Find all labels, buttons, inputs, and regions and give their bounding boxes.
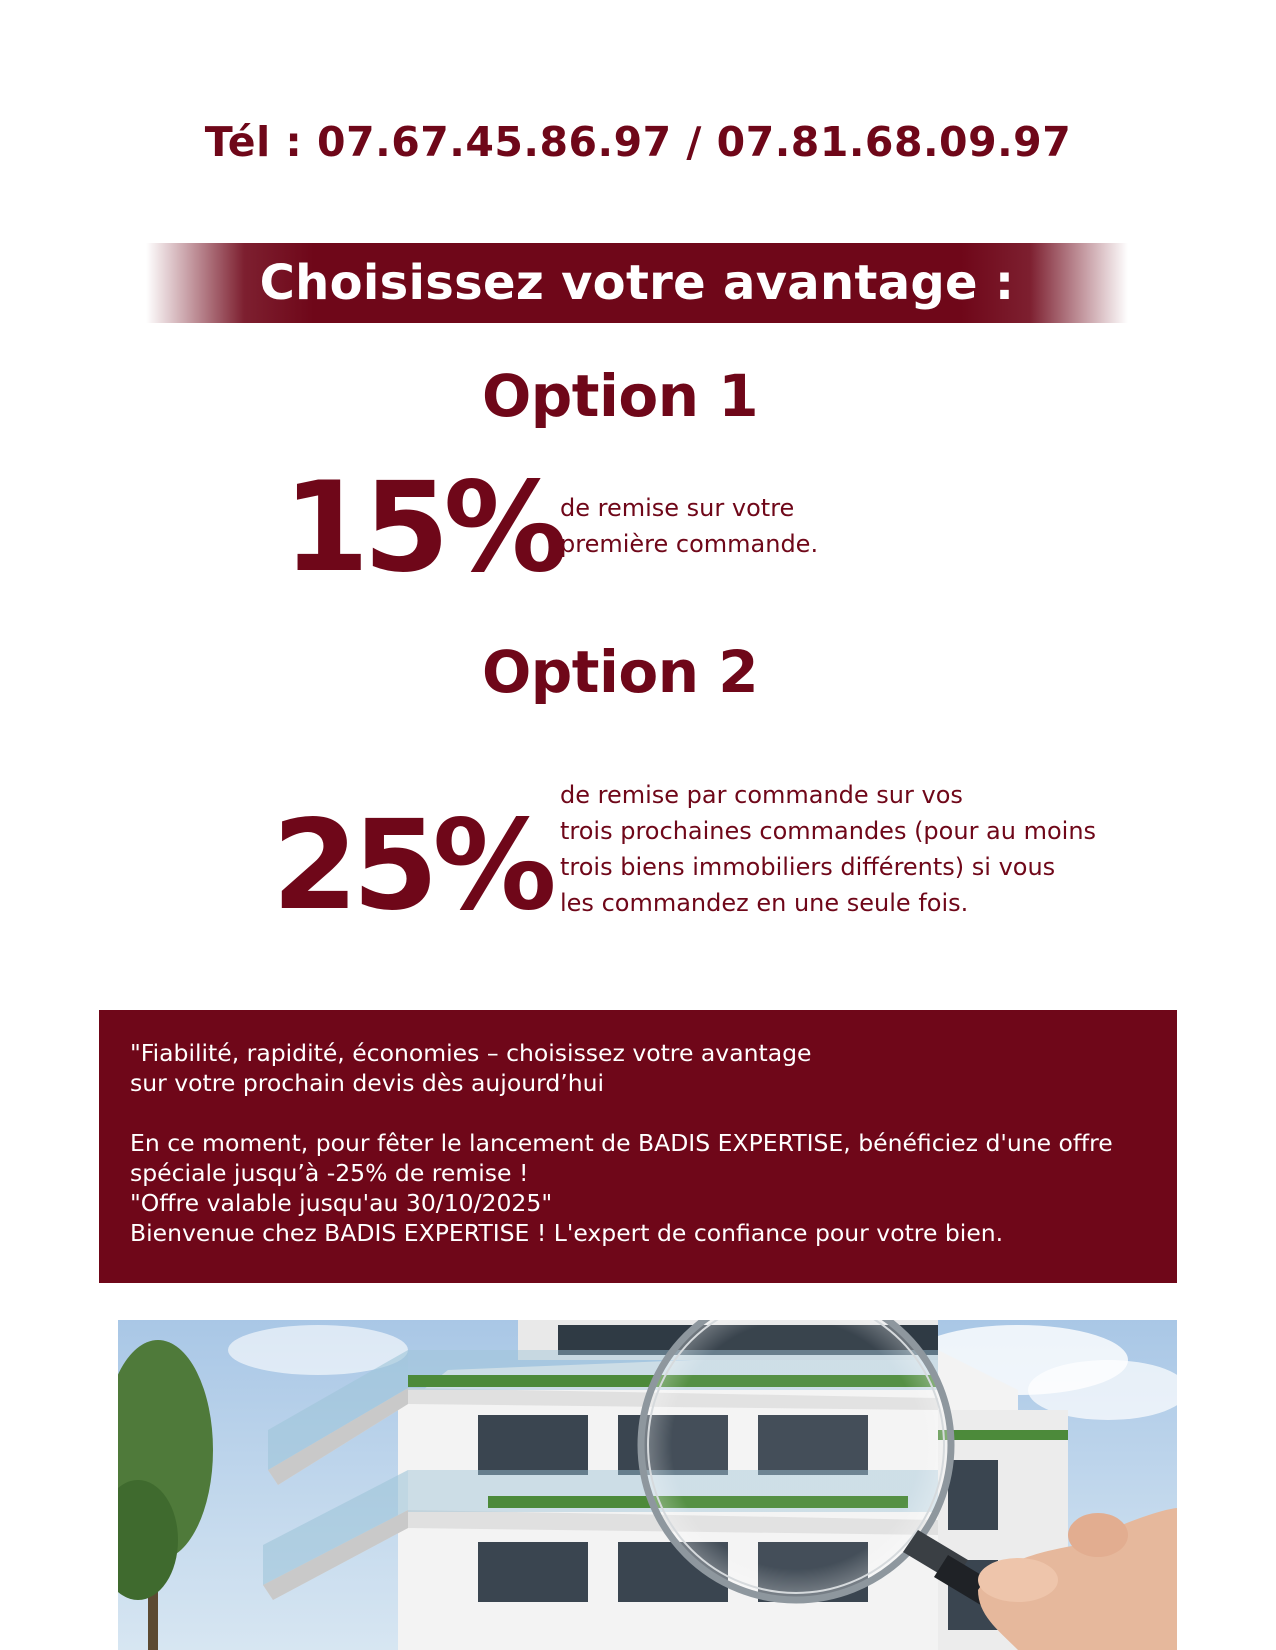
promo-line: sur votre prochain devis dès aujourd’hui xyxy=(130,1069,605,1097)
promo-line: En ce moment, pour fêter le lancement de BADIS EXPERTISE, bénéficiez d'une offre xyxy=(130,1129,1113,1157)
option-1-description-line: de remise sur votre xyxy=(560,494,795,522)
promo-line: spéciale jusqu’à -25% de remise ! xyxy=(130,1159,529,1187)
promo-box xyxy=(99,1010,1177,1283)
option-2-description xyxy=(560,777,1096,921)
option-2-title: Option 2 xyxy=(481,638,759,706)
option-1-title: Option 1 xyxy=(481,362,759,430)
banner-title: Choisissez votre avantage : xyxy=(259,255,1015,311)
promo-line: "Fiabilité, rapidité, économies – choisissez votre avantage xyxy=(130,1039,812,1067)
phone-numbers: Tél : 07.67.45.86.97 / 07.81.68.09.97 xyxy=(204,118,1072,166)
option-1-description-line: première commande. xyxy=(560,530,819,558)
option-2-description-line: de remise par commande sur vos xyxy=(560,781,963,809)
advantage-banner xyxy=(146,243,1128,323)
building-photo xyxy=(118,1320,1177,1650)
option-2-percent: 25% xyxy=(272,794,551,938)
option-1-description xyxy=(560,490,818,562)
option-2-description-line: les commandez en une seule fois. xyxy=(560,889,969,917)
promo-line: "Offre valable jusqu'au 30/10/2025" xyxy=(130,1189,553,1217)
option-1-percent: 15% xyxy=(283,456,562,600)
option-2-description-line: trois biens immobiliers différents) si vous xyxy=(560,853,1056,881)
promo-line: Bienvenue chez BADIS EXPERTISE ! L'expert de confiance pour votre bien. xyxy=(130,1219,1004,1247)
option-2-description-line: trois prochaines commandes (pour au moins xyxy=(560,817,1097,845)
